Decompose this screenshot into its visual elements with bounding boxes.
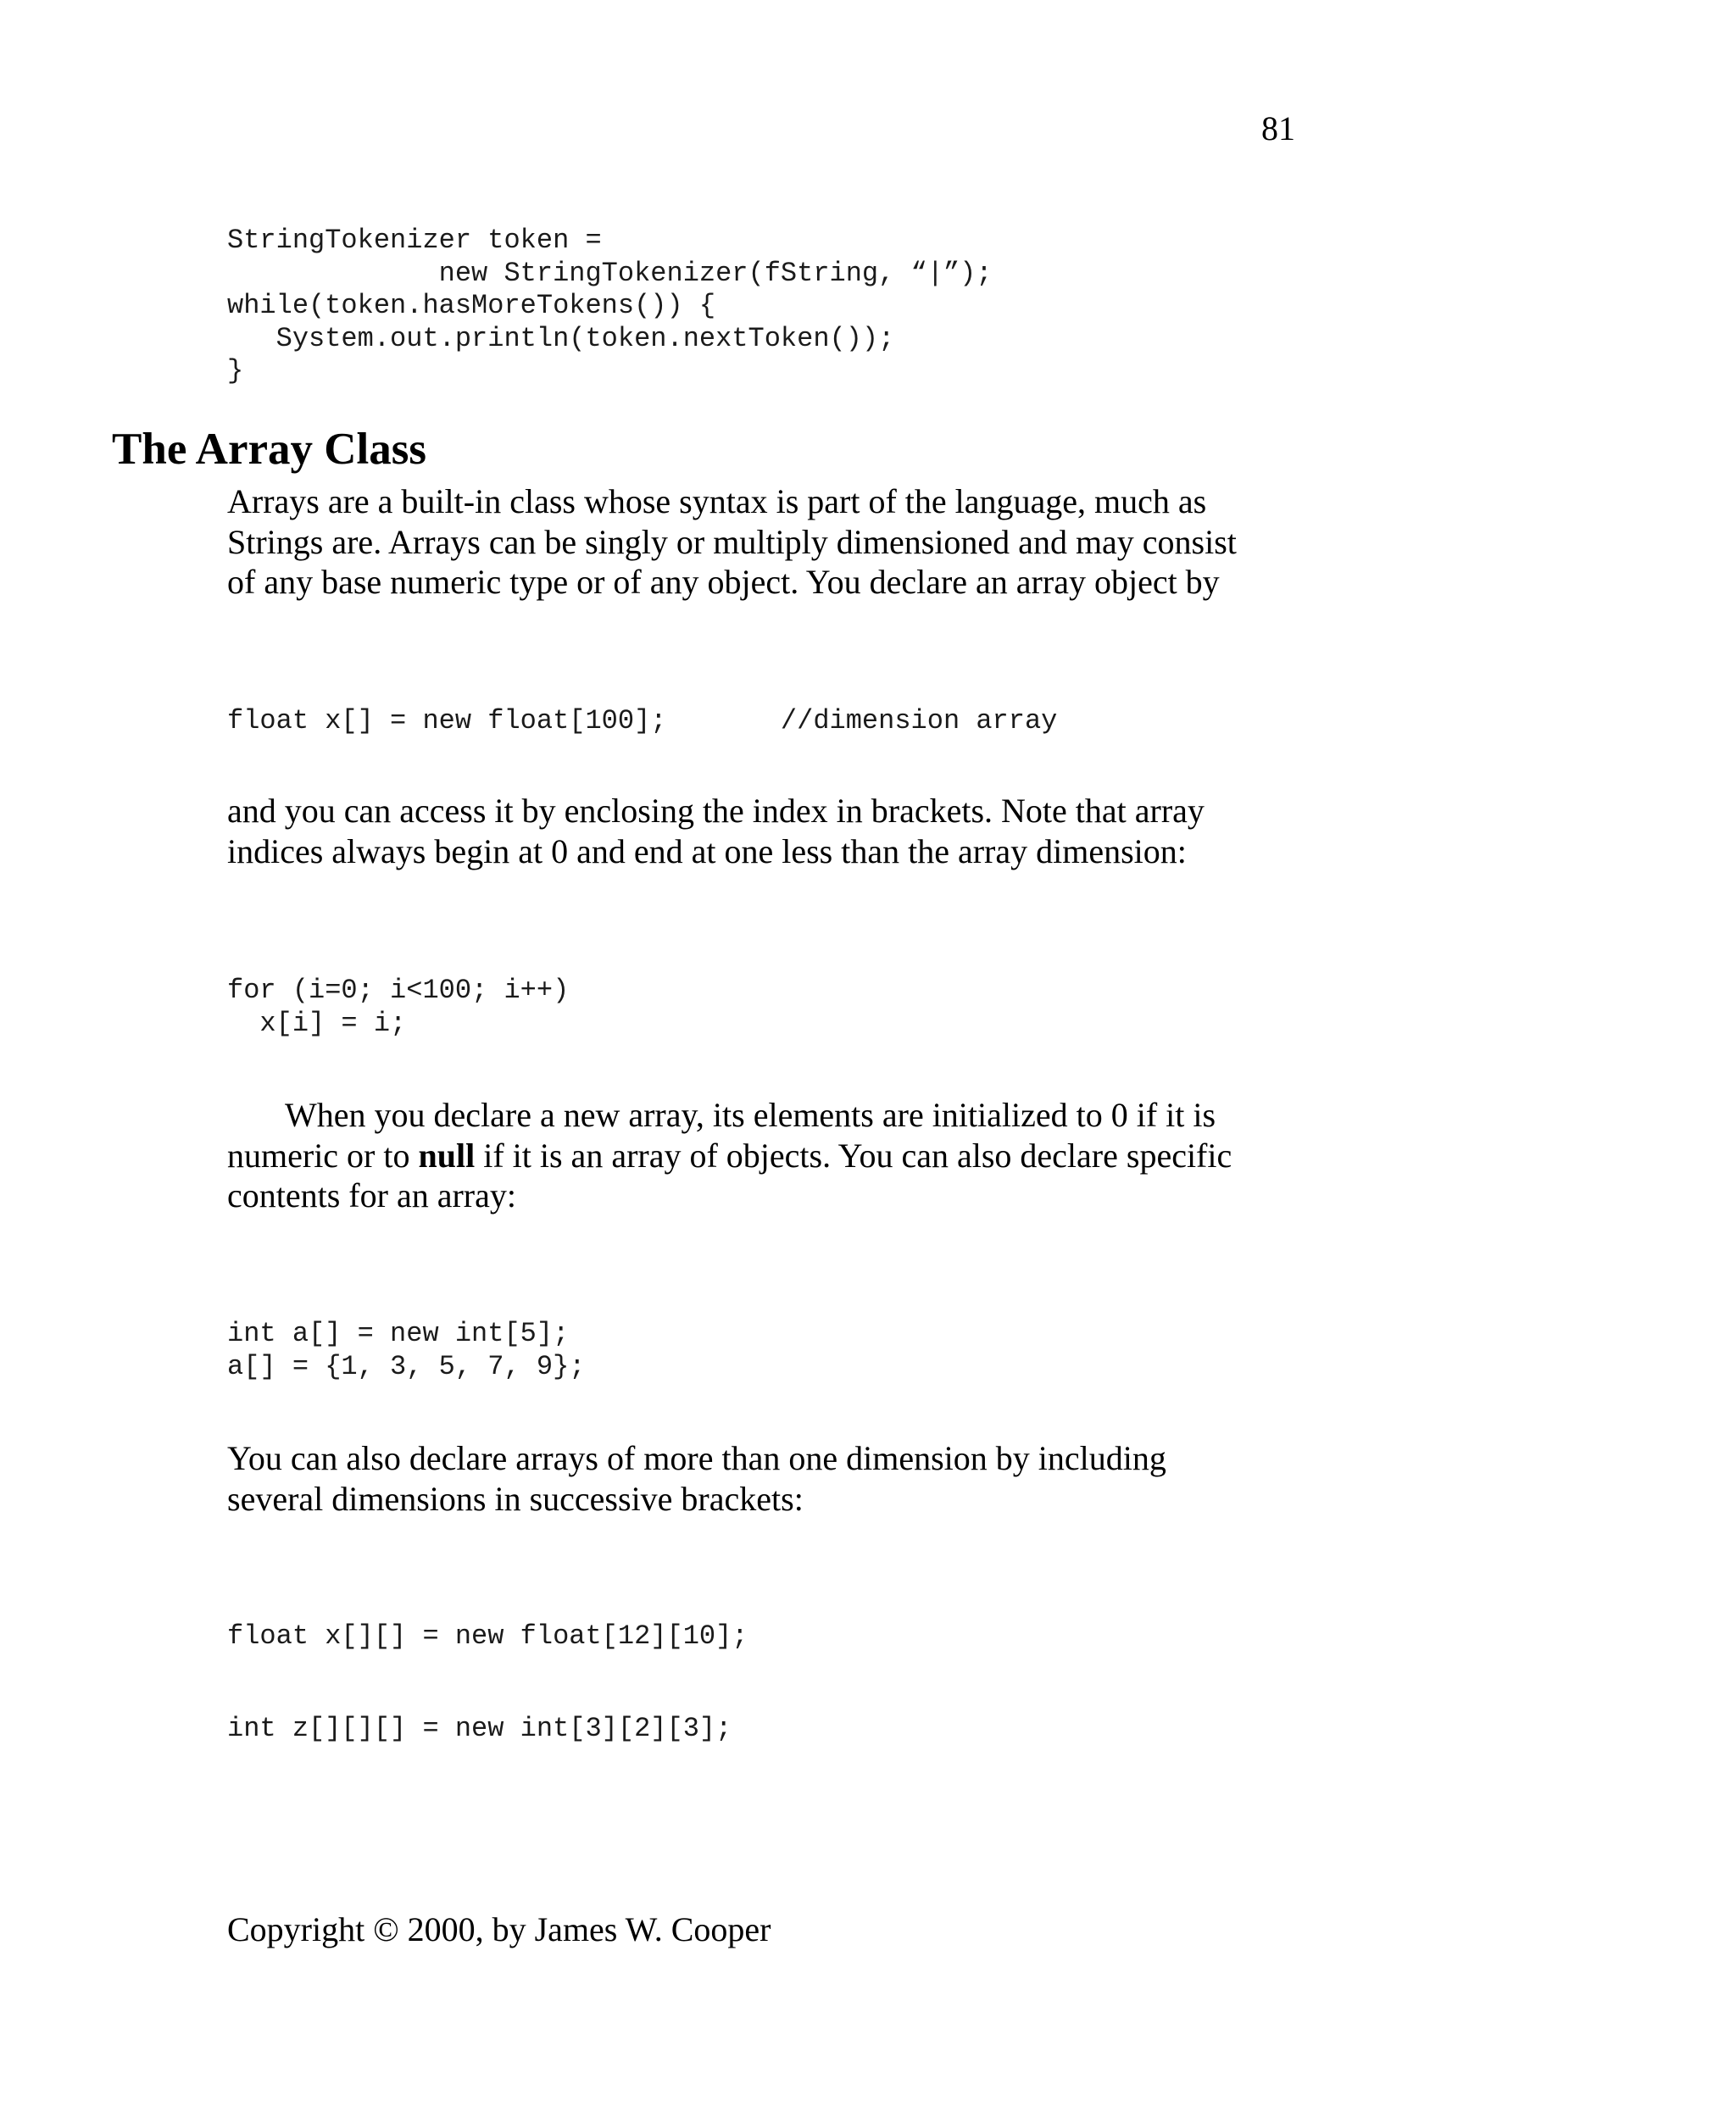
paragraph-fragment: if it is an array of objects. You can also declare specific bbox=[475, 1136, 1232, 1175]
paragraph-intro bbox=[227, 481, 1295, 603]
code-line: StringTokenizer token = bbox=[227, 225, 602, 256]
paragraph-line: and you can access it by enclosing the index in brackets. Note that array bbox=[227, 792, 1205, 830]
code-line: float x[][] = new float[12][10]; bbox=[227, 1620, 748, 1652]
code-block-multi-2d bbox=[227, 1620, 748, 1653]
paragraph-line: several dimensions in successive brackets: bbox=[227, 1479, 804, 1518]
paragraph-fragment: numeric or to bbox=[227, 1136, 419, 1175]
section-heading: The Array Class bbox=[112, 425, 426, 474]
paragraph-line: Strings are. Arrays can be singly or multiply dimensioned and may consist bbox=[227, 522, 1237, 561]
code-line: System.out.println(token.nextToken()); bbox=[227, 322, 895, 354]
paragraph-multi bbox=[227, 1438, 1295, 1519]
code-line: x[i] = i; bbox=[227, 1007, 407, 1039]
paragraph-line: of any base numeric type or of any object. You declare an array object by bbox=[227, 563, 1220, 601]
paragraph-line: Arrays are a built-in class whose syntax is part of the language, much as bbox=[227, 482, 1207, 520]
code-block-tokenizer bbox=[227, 225, 993, 388]
paragraph-line: contents for an array: bbox=[227, 1176, 516, 1214]
code-line: int a[] = new int[5]; bbox=[227, 1318, 570, 1349]
code-line: while(token.hasMoreTokens()) { bbox=[227, 290, 716, 321]
paragraph-line: When you declare a new array, its elements are initialized to 0 if it is bbox=[285, 1096, 1216, 1134]
code-block-multi-3d bbox=[227, 1713, 732, 1746]
page-number: 81 bbox=[1261, 109, 1295, 147]
paragraph-access bbox=[227, 791, 1295, 871]
code-line: int z[][][] = new int[3][2][3]; bbox=[227, 1713, 732, 1744]
paragraph-line: indices always begin at 0 and end at one less than the array dimension: bbox=[227, 831, 1187, 870]
code-line: new StringTokenizer(fString, “|”); bbox=[227, 257, 993, 289]
code-line: float x[] = new float[100]; //dimension array bbox=[227, 705, 1058, 736]
code-line: a[] = {1, 3, 5, 7, 9}; bbox=[227, 1350, 586, 1382]
code-block-int-array bbox=[227, 1318, 585, 1383]
keyword-null: null bbox=[418, 1136, 476, 1175]
code-block-declare-array bbox=[227, 705, 1057, 738]
paragraph-line: You can also declare arrays of more than one dimension by including bbox=[227, 1439, 1166, 1477]
paragraph-init bbox=[227, 1095, 1295, 1216]
copyright-footer: Copyright © 2000, by James W. Cooper bbox=[227, 1910, 771, 1948]
code-line: for (i=0; i<100; i++) bbox=[227, 975, 570, 1006]
code-line: } bbox=[227, 355, 244, 386]
code-block-for-loop bbox=[227, 975, 569, 1040]
paragraph-line bbox=[227, 1136, 1295, 1176]
